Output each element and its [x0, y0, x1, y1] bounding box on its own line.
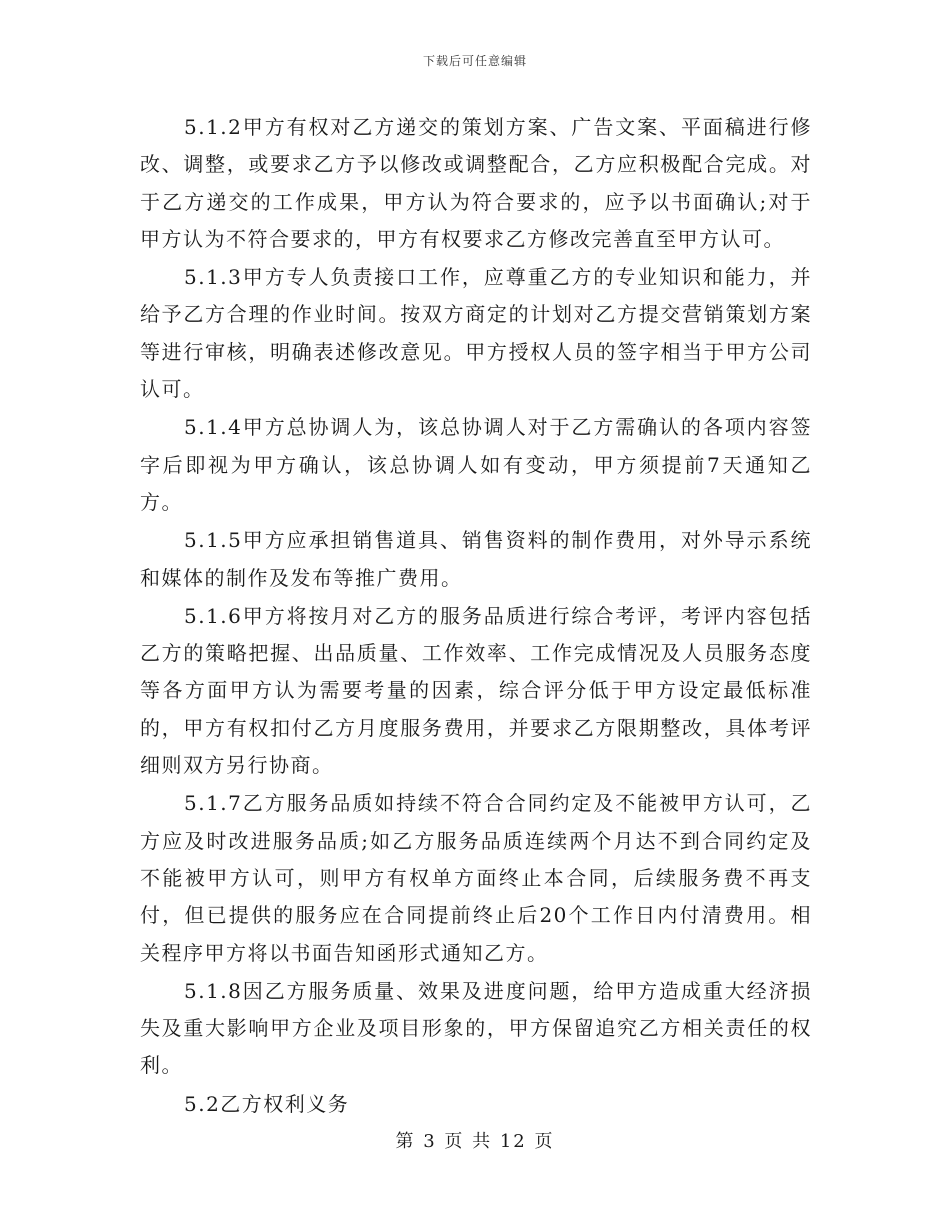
clause-5-1-7: 5.1.7乙方服务品质如持续不符合合同约定及不能被甲方认可，乙方应及时改进服务品质;如乙方服务品质连续两个月达不到合同约定及不能被甲方认可，则甲方有权单方面终止本合同，后续服务费不再支付，但已提供的服务应在合同提前终止后20个工作日内付清费用。相关程序甲方将以书面告知函形式通知乙方。: [140, 791, 812, 965]
clause-5-1-8: 5.1.8因乙方服务质量、效果及进度问题，给甲方造成重大经济损失及重大影响甲方企业及项目形象的，甲方保留追究乙方相关责任的权利。: [140, 978, 812, 1078]
section-heading-5-2: 5.2乙方权利义务: [184, 1091, 350, 1116]
page-header: 下载后可任意编辑: [422, 54, 527, 68]
document-body: [140, 109, 812, 1124]
clause-5-1-2: 5.1.2甲方有权对乙方递交的策划方案、广告文案、平面稿进行修改、调整，或要求乙方予以修改或调整配合，乙方应积极配合完成。对于乙方递交的工作成果，甲方认为符合要求的，应予以书面确认;对于甲方认为不符合要求的，甲方有权要求乙方修改完善直至甲方认可。: [140, 115, 812, 251]
clause-5-1-5: 5.1.5甲方应承担销售道具、销售资料的制作费用，对外导示系统和媒体的制作及发布等推广费用。: [140, 528, 812, 590]
clause-5-1-3: 5.1.3甲方专人负责接口工作，应尊重乙方的专业知识和能力，并给予乙方合理的作业时间。按双方商定的计划对乙方提交营销策划方案等进行审核，明确表述修改意见。甲方授权人员的签字相当于甲方公司认可。: [140, 265, 812, 402]
clause-5-1-6: 5.1.6甲方将按月对乙方的服务品质进行综合考评，考评内容包括乙方的策略把握、出品质量、工作效率、工作完成情况及人员服务态度等各方面甲方认为需要考量的因素，综合评分低于甲方设定最低标准的，甲方有权扣付乙方月度服务费用，并要求乙方限期整改，具体考评细则双方另行协商。: [140, 603, 812, 778]
clause-5-1-4: 5.1.4甲方总协调人为，该总协调人对于乙方需确认的各项内容签字后即视为甲方确认，该总协调人如有变动，甲方须提前7天通知乙方。: [140, 415, 812, 514]
page-number-footer: 第 3 页 共 12 页: [395, 1131, 555, 1152]
